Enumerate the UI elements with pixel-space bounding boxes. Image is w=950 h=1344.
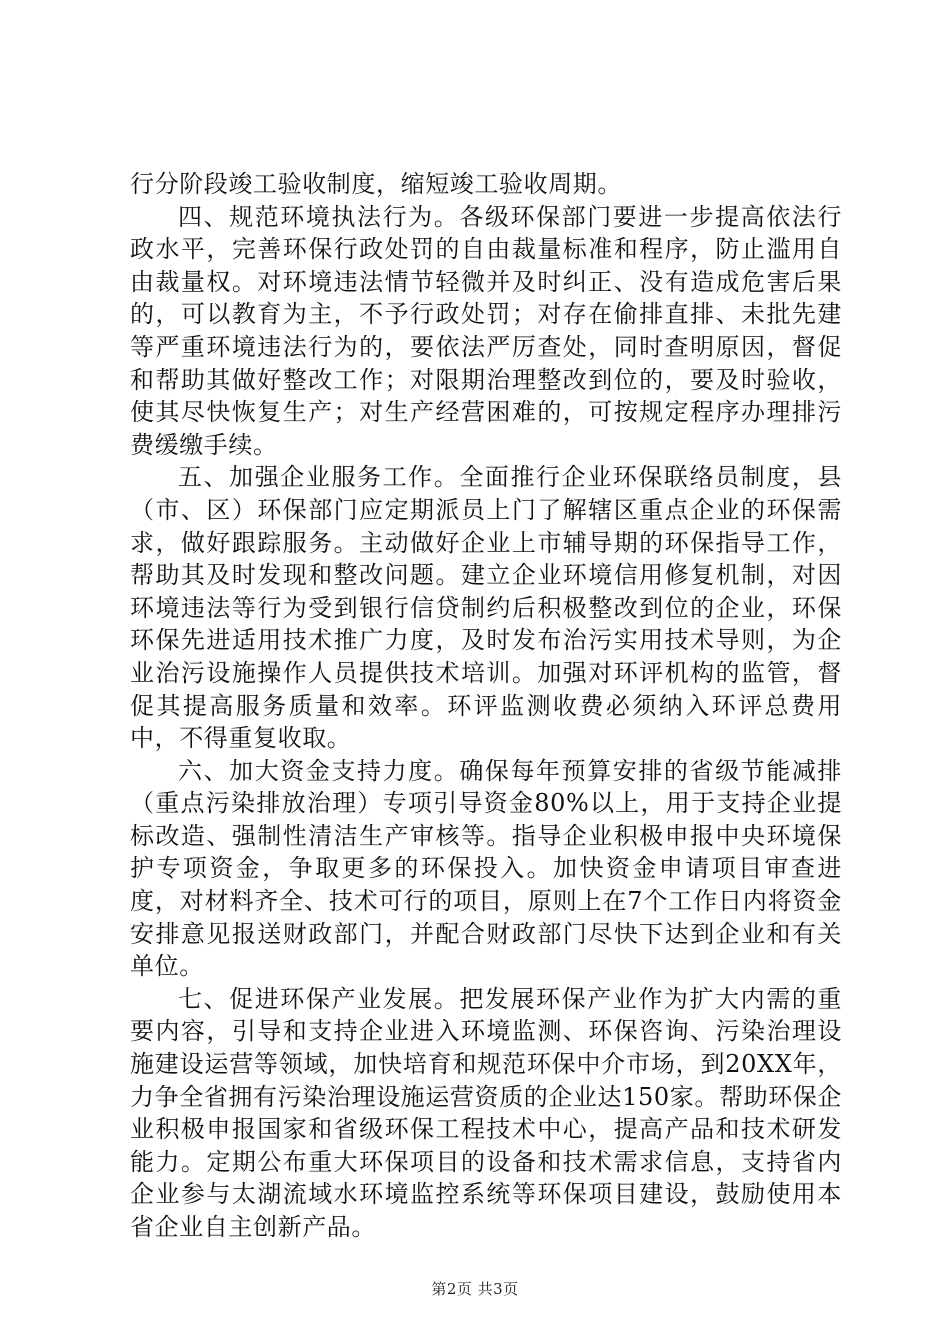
paragraph-continued: 行分阶段竣工验收制度，缩短竣工验收周期。 [130, 170, 622, 198]
paragraph-section-4: 四、规范环境执法行为。各级环保部门要进一步提高依法行政水平，完善环保行政处罚的自由裁量标准和程序，防止滥用自由裁量权。对环境违法情节轻微并及时纠正、没有造成危害后果的，可以教育为主，不予行政处罚；对存在偷排直排、未批先建等严重环境违法行为的，要依法严厉查处，同时查明原因，督促和帮助其做好整改工作；对限期治理整改到位的，要及时验收，使其尽快恢复生产；对生产经营困难的，可按规定程序办理排污费缓缴手续。 [130, 202, 842, 459]
page-footer: 第2页 共3页 [431, 1280, 519, 1298]
paragraph-section-5: 五、加强企业服务工作。全面推行企业环保联络员制度，县（市、区）环保部门应定期派员上门了解辖区重点企业的环保需求，做好跟踪服务。主动做好企业上市辅导期的环保指导工作，帮助其及时发现和整改问题。建立企业环境信用修复机制，对因环境违法等行为受到银行信贷制约后积极整改到位的企业，环保环保先进适用技术推广力度，及时发布治污实用技术导则，为企业治污设施操作人员提供技术培训。加强对环评机构的监管，督促其提高服务质量和效率。环评监测收费必须纳入环评总费用中，不得重复收取。 [130, 463, 842, 753]
document-body [130, 168, 842, 1244]
paragraph-section-6: 六、加大资金支持力度。确保每年预算安排的省级节能减排（重点污染排放治理）专项引导资金80%以上，用于支持企业提标改造、强制性清洁生产审核等。指导企业积极申报中央环境保护专项资金，争取更多的环保投入。加快资金申请项目审查进度，对材料齐全、技术可行的项目，原则上在7个工作日内将资金安排意见报送财政部门，并配合财政部门尽快下达到企业和有关单位。 [130, 756, 842, 981]
paragraph-section-7: 七、促进环保产业发展。把发展环保产业作为扩大内需的重要内容，引导和支持企业进入环境监测、环保咨询、污染治理设施建设运营等领域，加快培育和规范环保中介市场，到20XX年，力争全省拥有污染治理设施运营资质的企业达150家。帮助环保企业积极申报国家和省级环保工程技术中心，提高产品和技术研发能力。定期公布重大环保项目的设备和技术需求信息，支持省内企业参与太湖流域水环境监控系统等环保项目建设，鼓励使用本省企业自主创新产品。 [130, 984, 842, 1241]
